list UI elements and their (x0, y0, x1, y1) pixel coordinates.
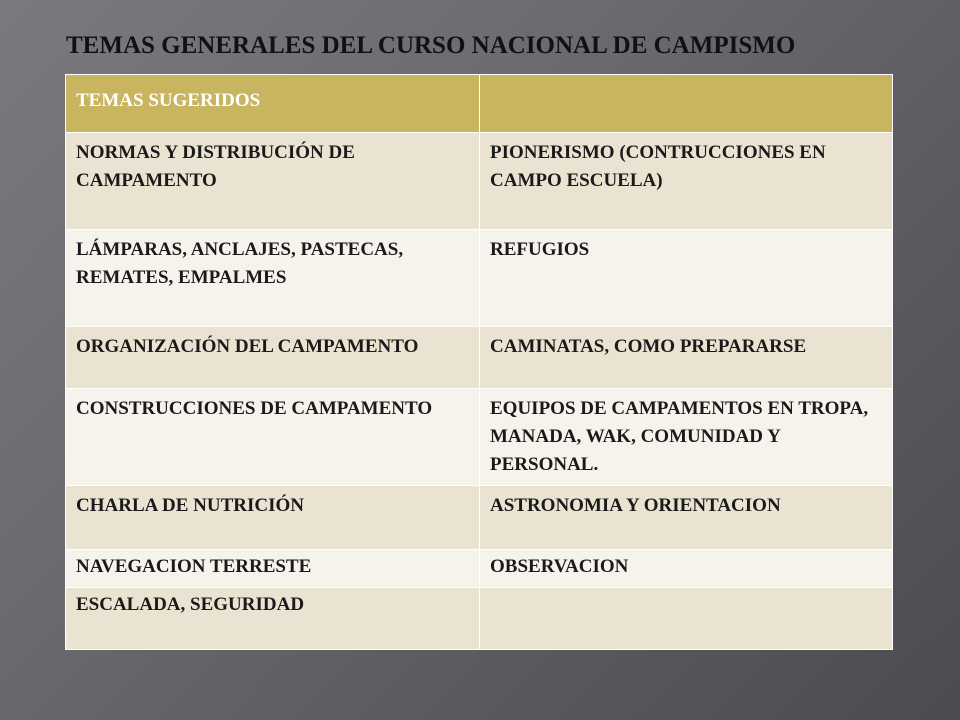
table-cell-empty (480, 588, 893, 650)
table-cell: ESCALADA, SEGURIDAD (66, 588, 480, 650)
table-row (66, 230, 893, 327)
topics-table (65, 74, 893, 650)
table-cell: LÁMPARAS, ANCLAJES, PASTECAS, REMATES, EMPALMES (66, 230, 480, 327)
table-cell: EQUIPOS DE CAMPAMENTOS EN TROPA, MANADA, WAK, COMUNIDAD Y PERSONAL. (480, 389, 893, 486)
table-cell: CHARLA DE NUTRICIÓN (66, 486, 480, 550)
table-row (66, 588, 893, 650)
table-cell: CAMINATAS, COMO PREPARARSE (480, 327, 893, 389)
table-cell: CONSTRUCCIONES DE CAMPAMENTO (66, 389, 480, 486)
table-cell: OBSERVACION (480, 550, 893, 588)
table-cell: NORMAS Y DISTRIBUCIÓN DE CAMPAMENTO (66, 133, 480, 230)
table-row (66, 389, 893, 486)
table-row (66, 327, 893, 389)
table-row (66, 486, 893, 550)
table-cell: ASTRONOMIA Y ORIENTACION (480, 486, 893, 550)
table-header-cell: TEMAS SUGERIDOS (66, 75, 480, 133)
table-cell: NAVEGACION TERRESTE (66, 550, 480, 588)
table-row (66, 550, 893, 588)
table-cell: PIONERISMO (CONTRUCCIONES EN CAMPO ESCUELA) (480, 133, 893, 230)
slide-title: TEMAS GENERALES DEL CURSO NACIONAL DE CAMPISMO (66, 32, 796, 59)
table-cell: REFUGIOS (480, 230, 893, 327)
table-cell: ORGANIZACIÓN DEL CAMPAMENTO (66, 327, 480, 389)
table-header-cell-empty (480, 75, 893, 133)
table-row (66, 133, 893, 230)
table-header-row (66, 75, 893, 133)
